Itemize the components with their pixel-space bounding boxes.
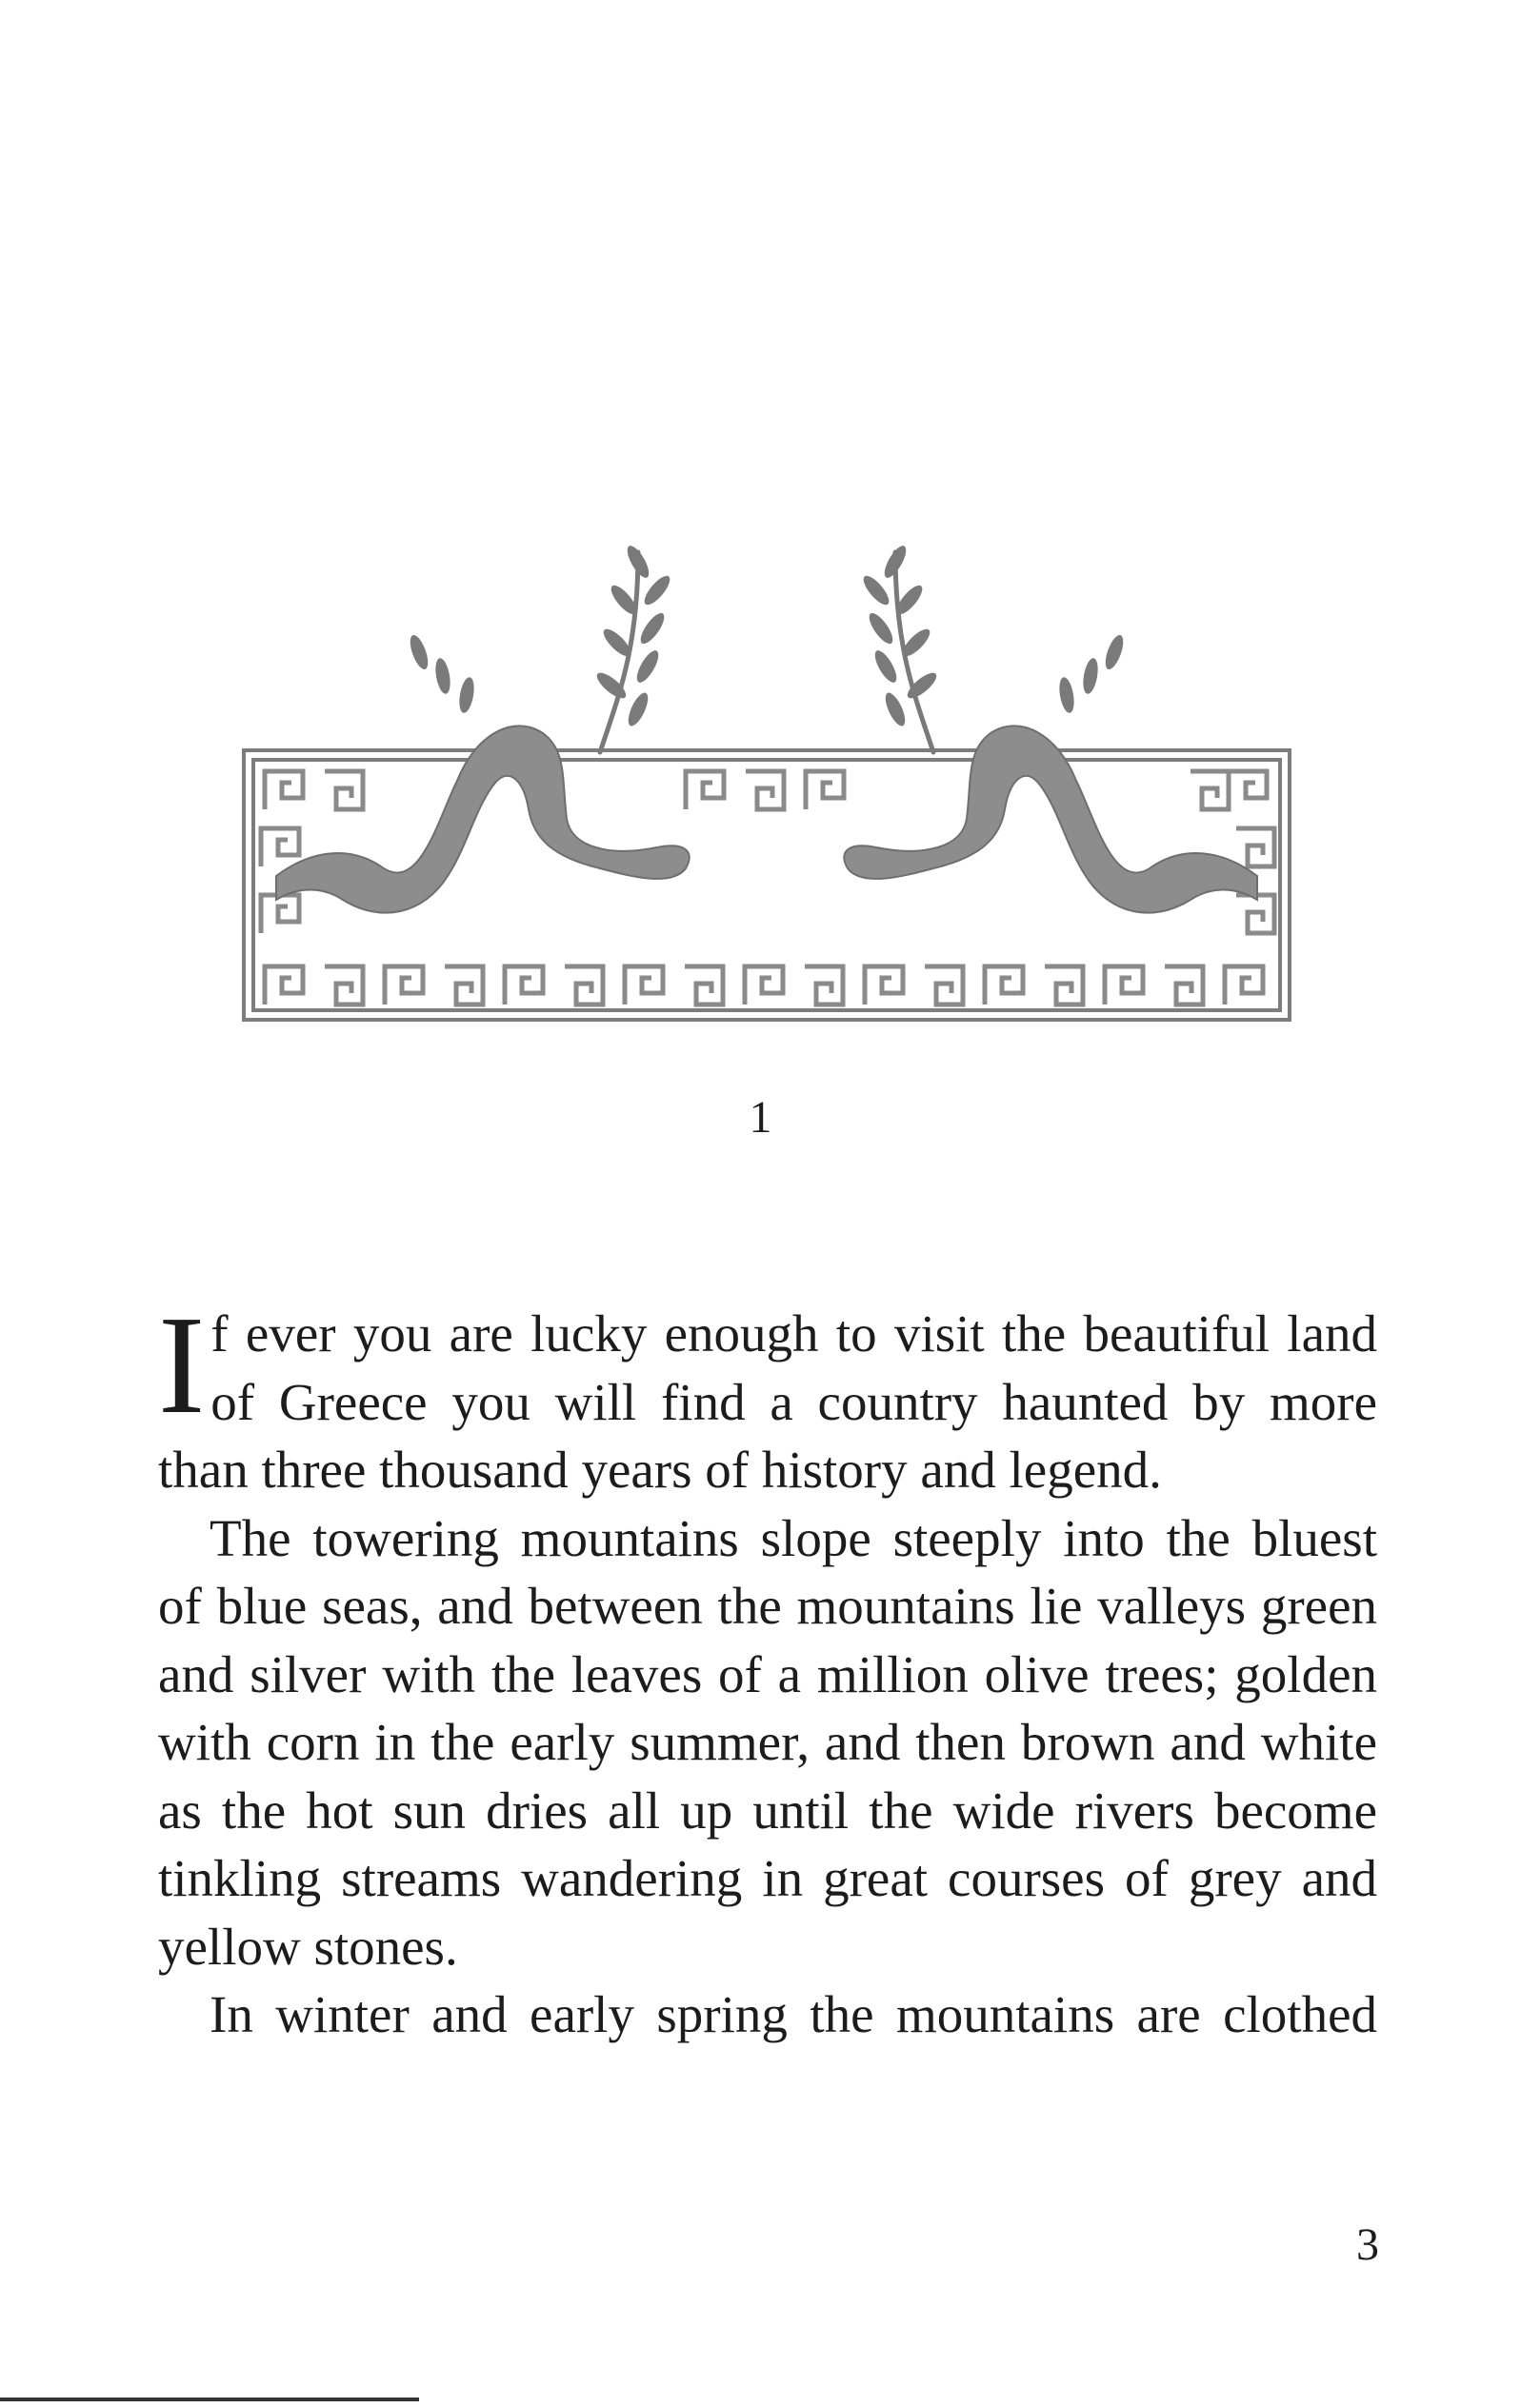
text-line: as the hot sun dries all up until the wide rivers become bbox=[158, 1781, 1377, 1840]
text-line: The towering mountains slope steeply into the bluest bbox=[210, 1508, 1377, 1567]
text-line: with corn in the early summer, and then brown and white bbox=[158, 1713, 1377, 1771]
page-edge-rule bbox=[0, 2398, 419, 2401]
greek-key-serpent-ornament-icon bbox=[238, 533, 1295, 1028]
text-line: yellow stones. bbox=[158, 1917, 458, 1976]
chapter-body-text bbox=[158, 1287, 1377, 2049]
page-number: 3 bbox=[1356, 2219, 1379, 2270]
text-line: than three thousand years of history and legend. bbox=[158, 1441, 1162, 1499]
text-line: and silver with the leaves of a million olive trees; golden bbox=[158, 1644, 1377, 1703]
text-line: of blue seas, and between the mountains lie valleys green bbox=[158, 1577, 1377, 1635]
paragraph-2 bbox=[158, 1504, 1377, 1981]
text-line: tinkling streams wandering in great courses of grey and bbox=[158, 1849, 1377, 1907]
text-line: In winter and early spring the mountains are clothed bbox=[210, 1985, 1377, 2043]
text-line: of Greece you will find a country haunted by more bbox=[210, 1372, 1377, 1431]
paragraph-1 bbox=[158, 1287, 1377, 1504]
chapter-number: 1 bbox=[749, 1092, 772, 1143]
paragraph-3 bbox=[158, 1980, 1377, 2049]
text-line: f ever you are lucky enough to visit the beautiful land bbox=[210, 1304, 1377, 1363]
drop-cap: I bbox=[158, 1287, 206, 1443]
